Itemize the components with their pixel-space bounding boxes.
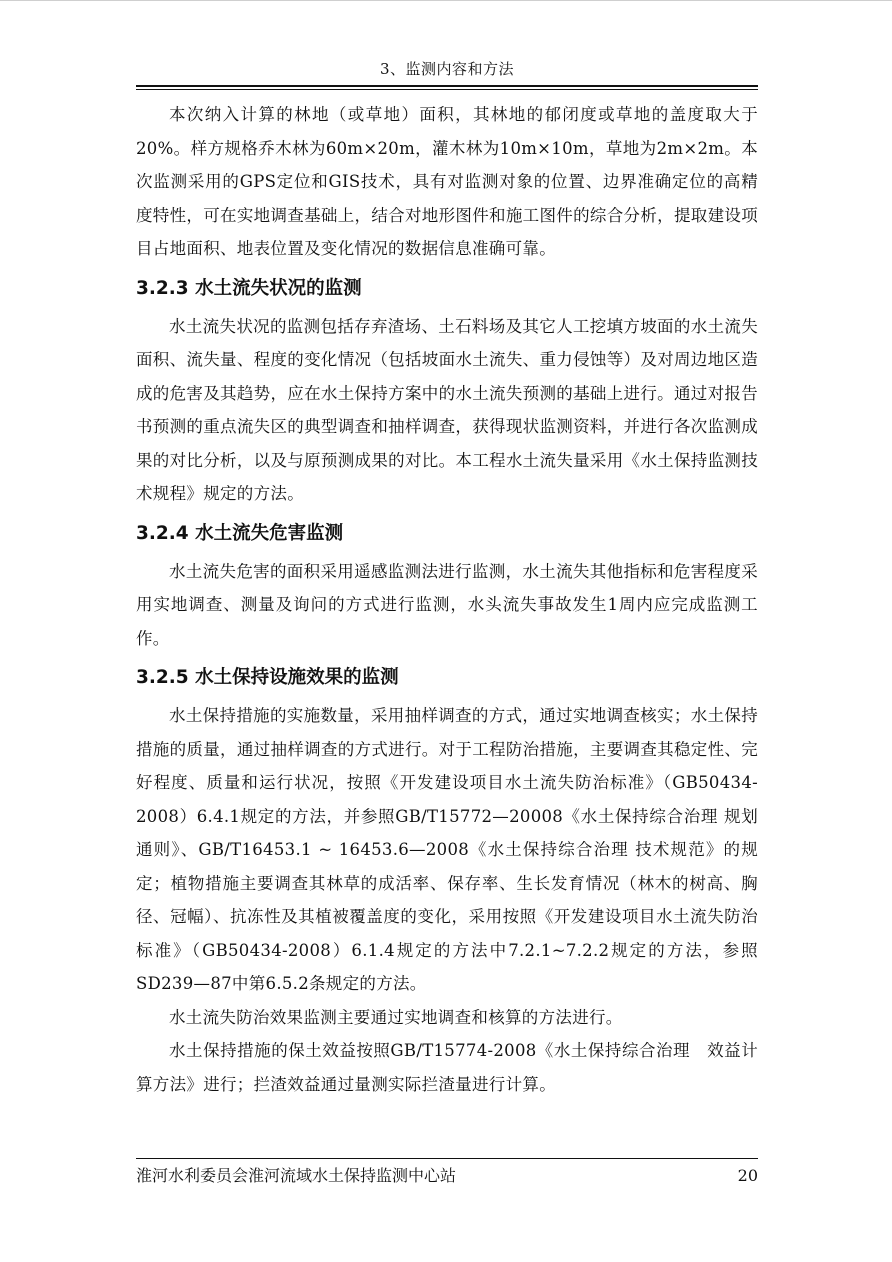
document-body: [136, 98, 758, 1101]
section-heading-3-2-3: 3.2.3 水土流失状况的监测: [136, 277, 362, 299]
paragraph-sampling-area: 本次纳入计算的林地（或草地）面积，其林地的郁闭度或草地的盖度取大于20%。样方规格乔木林为60m×20m，灌木林为10m×10m，草地为2m×2m。本次监测采用的GPS定位和GIS技术，具有对监测对象的位置、边界准确定位的高精度特性，可在实地调查基础上，结合对地形图件和施工图件的综合分析，提取建设项目占地面积、地表位置及变化情况的数据信息准确可靠。: [136, 105, 758, 258]
paragraph-prevention-effect: 水土流失防治效果监测主要通过实地调查和核算的方法进行。: [169, 1007, 623, 1027]
header-double-rule: [136, 85, 758, 90]
paragraph-soil-loss-hazard: 水土流失危害的面积采用遥感监测法进行监测，水土流失其他指标和危害程度采用实地调查、测量及询问的方式进行监测，水头流失事故发生1周内应完成监测工作。: [136, 561, 758, 648]
paragraph-facility-quantity-quality: 水土保持措施的实施数量，采用抽样调查的方式，通过实地调查核实；水土保持措施的质量，通过抽样调查的方式进行。对于工程防治措施，主要调查其稳定性、完好程度、质量和运行状况，按照《开发建设项目水土流失防治标准》（GB50434-2008）6.4.1规定的方法，并参照GB/T15772—20008《水土保持综合治理 规划通则》、GB/T16453.1 ~ 16453.6—2008《水土保持综合治理 技术规范》的规定；植物措施主要调查其林草的成活率、保存率、生长发育情况（林木的树高、胸径、冠幅）、抗冻性及其植被覆盖度的变化，采用按照《开发建设项目水土流失防治标准》（GB50434-2008）6.1.4规定的方法中7.2.1~7.2.2规定的方法，参照SD239—87中第6.5.2条规定的方法。: [136, 706, 758, 993]
section-heading-3-2-5: 3.2.5 水土保持设施效果的监测: [136, 667, 399, 688]
page-footer: [136, 1158, 758, 1185]
scan-top-edge: [0, 0, 892, 1]
section-heading-3-2-4: 3.2.4 水土流失危害监测: [136, 522, 344, 544]
running-header-title: 3、监测内容和方法: [379, 60, 515, 78]
paragraph-soil-conservation-benefit: 水土保持措施的保土效益按照GB/T15774-2008《水土保持综合治理 效益计算方法》进行；拦渣效益通过量测实际拦渣量进行计算。: [136, 1041, 758, 1094]
document-page: [136, 58, 758, 1101]
paragraph-soil-loss-status: 水土流失状况的监测包括存弃渣场、土石料场及其它人工挖填方坡面的水土流失面积、流失量、程度的变化情况（包括坡面水土流失、重力侵蚀等）及对周边地区造成的危害及其趋势，应在水土保持方案中的水土流失预测的基础上进行。通过对报告书预测的重点流失区的典型调查和抽样调查，获得现状监测资料，并进行各次监测成果的对比分析，以及与原预测成果的对比。本工程水土流失量采用《水土保持监测技术规程》规定的方法。: [136, 316, 758, 503]
footer-organization: 淮河水利委员会淮河流域水土保持监测中心站: [136, 1166, 457, 1185]
footer-page-number: 20: [737, 1166, 758, 1185]
